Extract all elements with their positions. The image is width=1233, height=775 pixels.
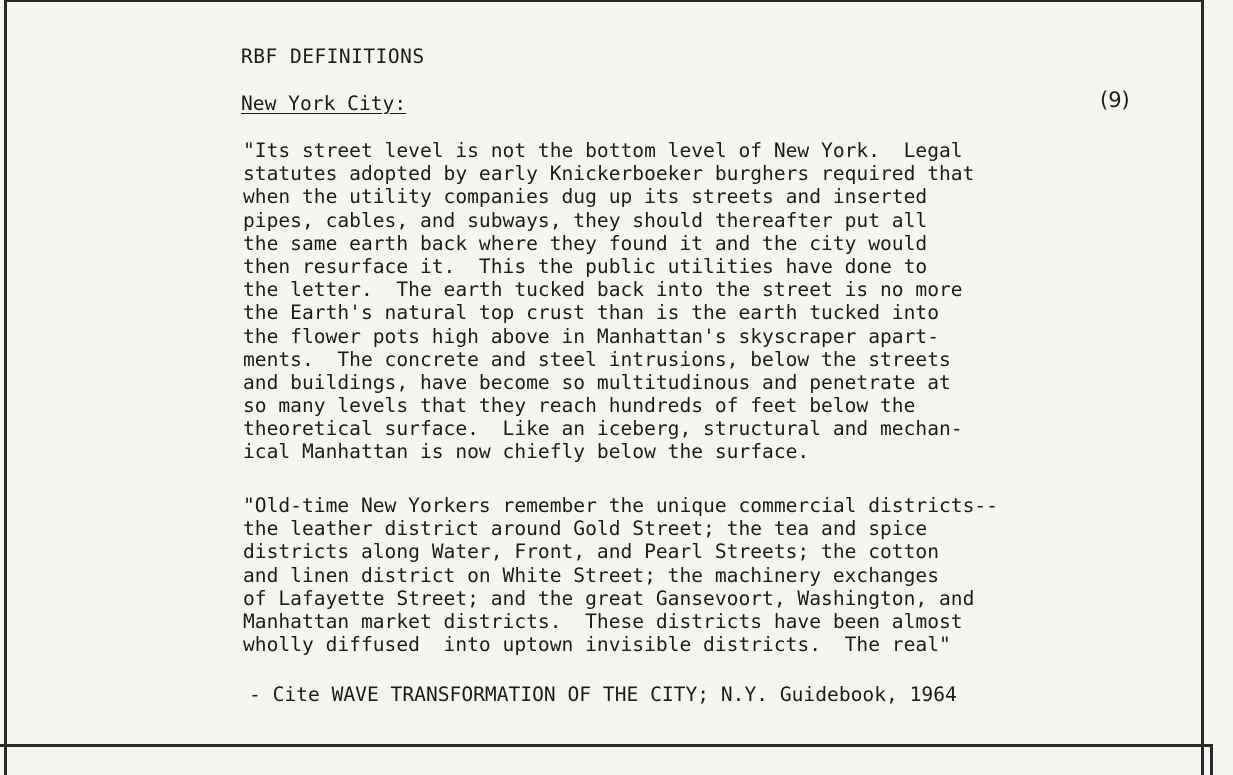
page-border-bottom bbox=[0, 744, 1213, 747]
text-line: and buildings, have become so multitudinous and penetrate at bbox=[243, 370, 951, 394]
document-header: RBF DEFINITIONS bbox=[241, 45, 425, 68]
text-line: pipes, cables, and subways, they should thereafter put all bbox=[243, 208, 928, 232]
text-line: the same earth back where they found it and the city would bbox=[243, 231, 928, 255]
page-border-left bbox=[4, 0, 7, 775]
text-line: and linen district on White Street; the machinery exchanges bbox=[243, 563, 939, 587]
text-line: the Earth's natural top crust than is the earth tucked into bbox=[243, 301, 939, 325]
quote-paragraph-2 bbox=[243, 494, 998, 656]
text-line: "Its street level is not the bottom level of New York. Legal bbox=[243, 139, 963, 162]
text-line: then resurface it. This the public utilities have done to bbox=[243, 254, 928, 278]
text-line: the leather district around Gold Street; the tea and spice bbox=[243, 517, 928, 541]
text-line: ical Manhattan is now chiefly below the surface. bbox=[243, 440, 810, 464]
text-line: districts along Water, Front, and Pearl Streets; the cotton bbox=[243, 540, 939, 564]
text-line: ments. The concrete and steel intrusions, below the streets bbox=[243, 347, 951, 371]
citation: - Cite WAVE TRANSFORMATION OF THE CITY; N.Y. Guidebook, 1964 bbox=[249, 683, 957, 706]
text-line: theoretical surface. Like an iceberg, structural and mechan- bbox=[243, 417, 963, 441]
next-page-border bbox=[1210, 744, 1213, 775]
text-line: Manhattan market districts. These districts have been almost bbox=[243, 609, 963, 633]
page-border-right bbox=[1201, 0, 1204, 775]
text-line: statutes adopted by early Knickerboeker burghers required that bbox=[243, 162, 975, 186]
text-line: so many levels that they reach hundreds of feet below the bbox=[243, 394, 916, 418]
quote-paragraph-1 bbox=[243, 139, 974, 464]
text-line: "Old-time New Yorkers remember the unique commercial districts-- bbox=[243, 494, 998, 517]
text-line: wholly diffused into uptown invisible districts. The real" bbox=[243, 633, 951, 657]
text-line: of Lafayette Street; and the great Gansevoort, Washington, and bbox=[243, 586, 975, 610]
text-line: when the utility companies dug up its streets and inserted bbox=[243, 185, 928, 209]
page-number: (9) bbox=[1100, 88, 1130, 112]
text-line: the letter. The earth tucked back into the street is no more bbox=[243, 278, 963, 302]
section-title: New York City: bbox=[241, 92, 407, 115]
text-line: the flower pots high above in Manhattan's skyscraper apart- bbox=[243, 324, 939, 348]
page-border-top bbox=[4, 0, 1204, 2]
